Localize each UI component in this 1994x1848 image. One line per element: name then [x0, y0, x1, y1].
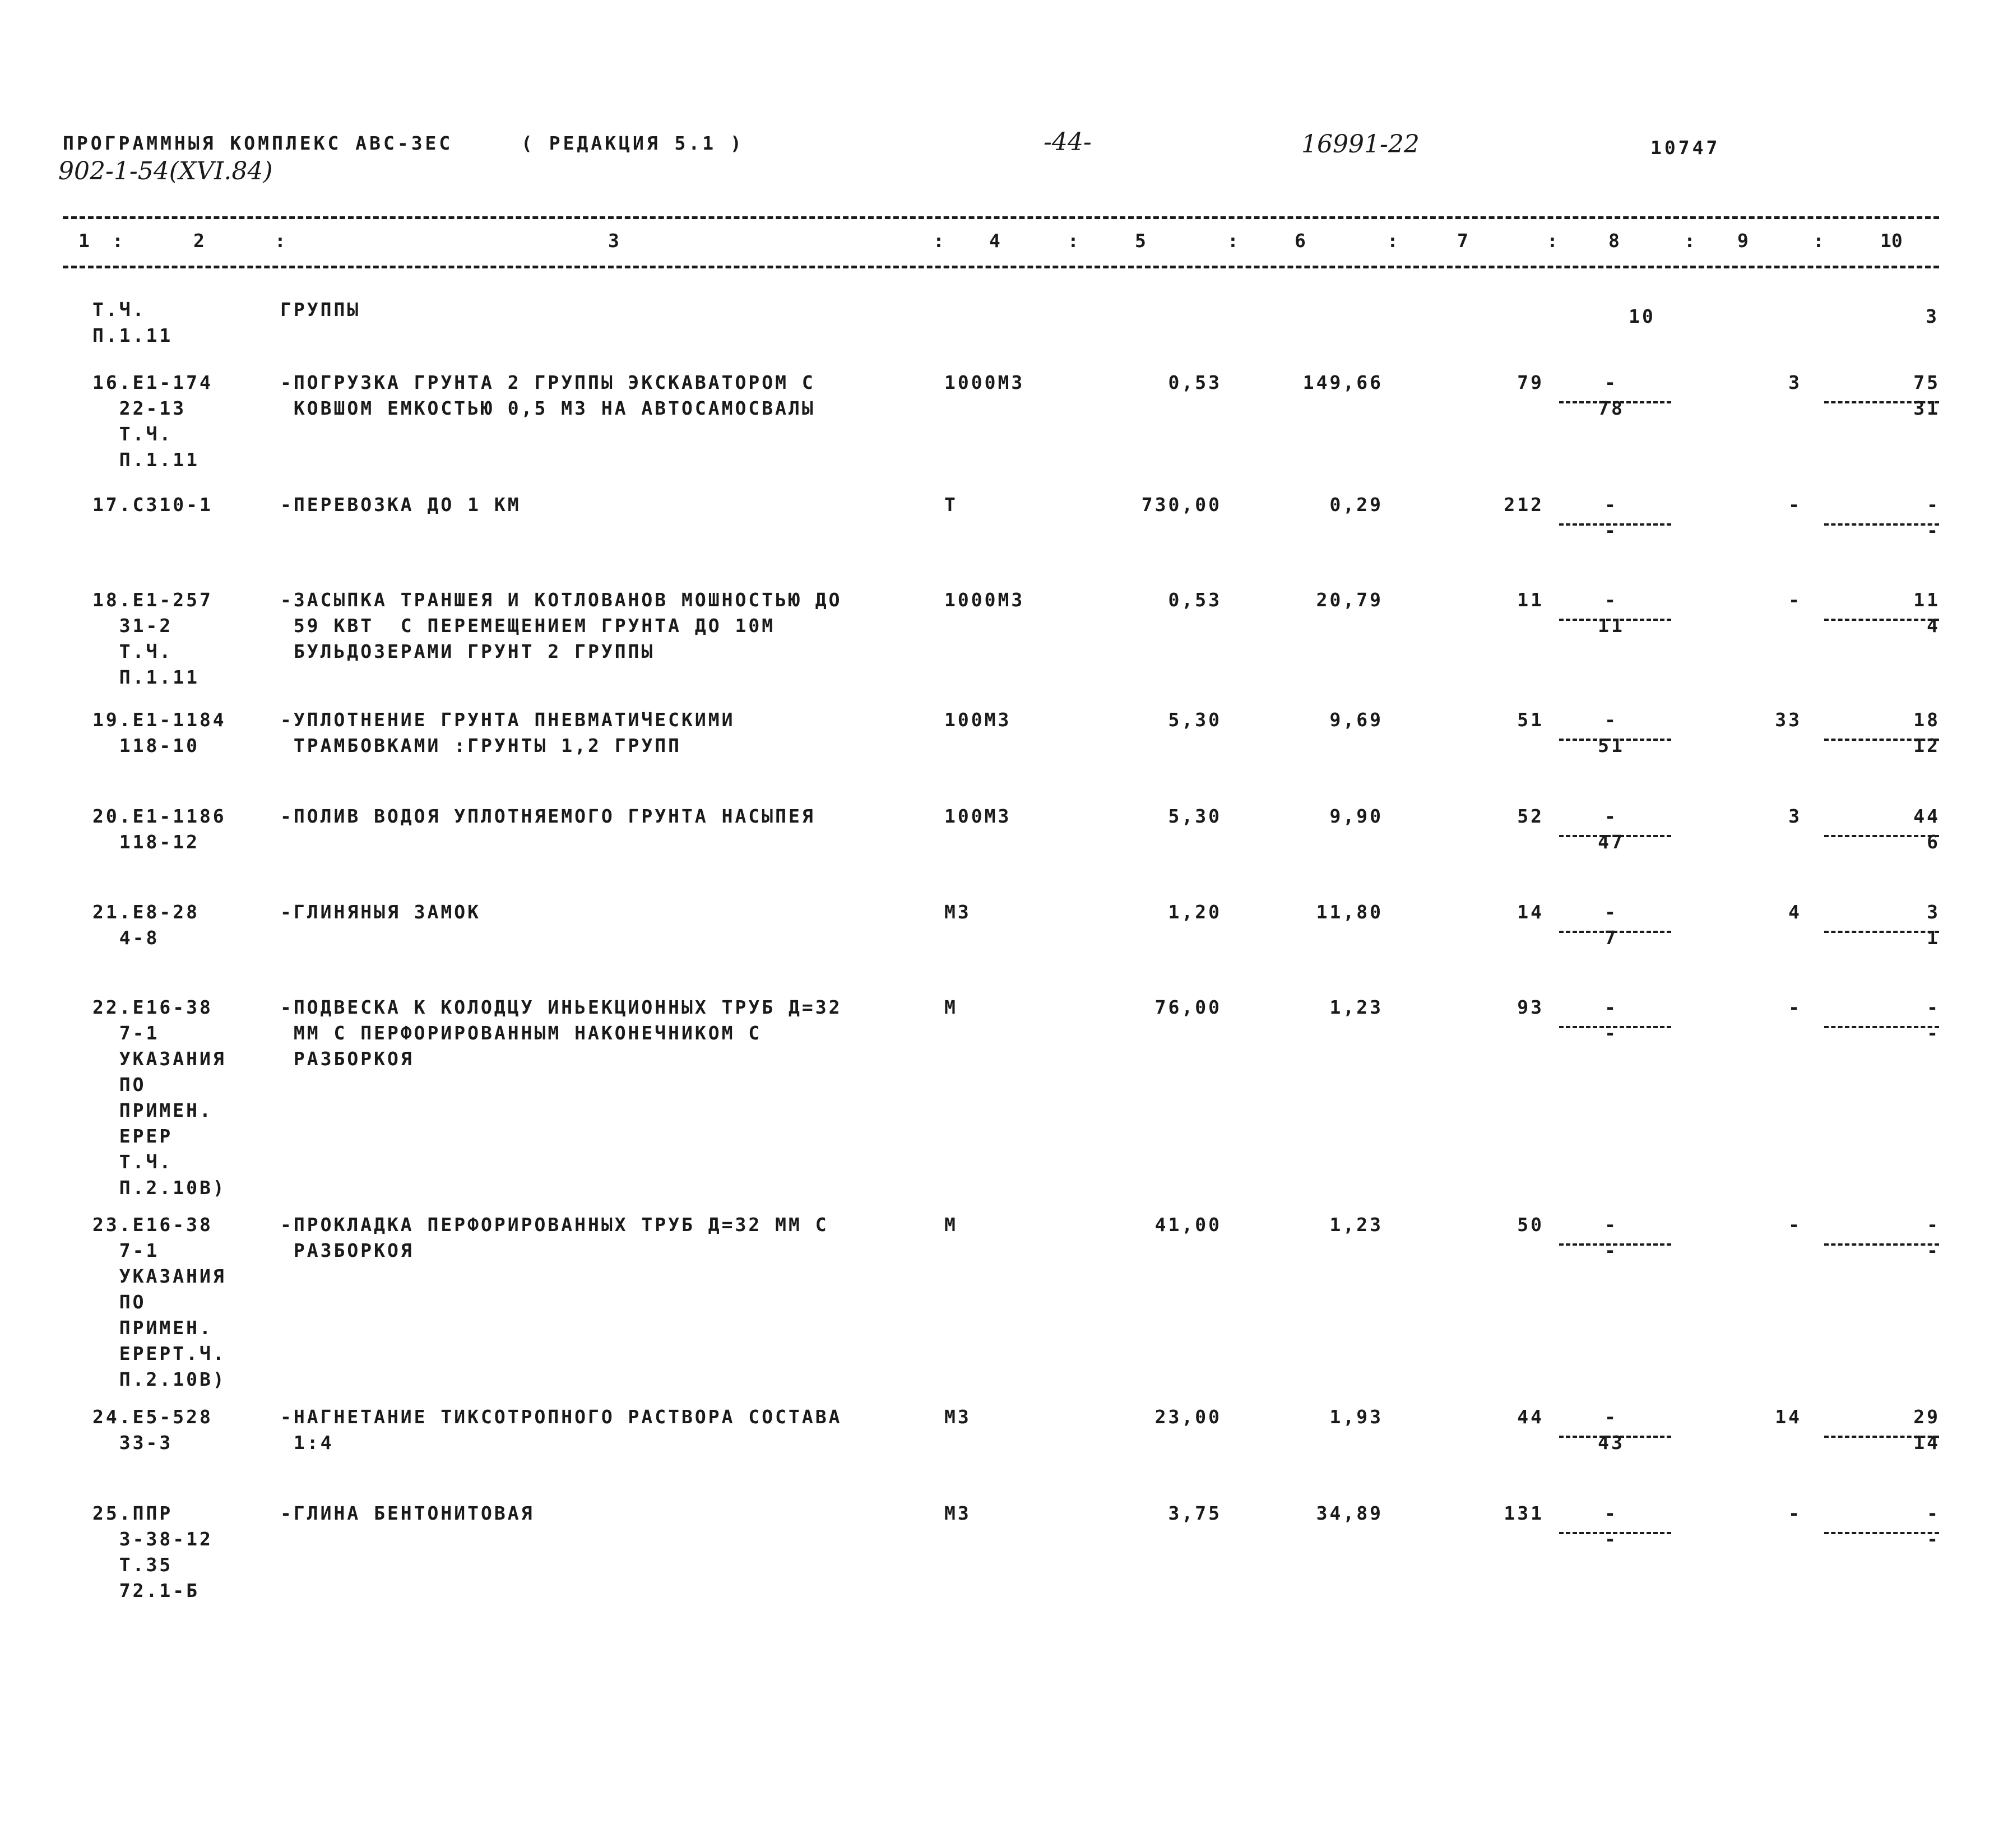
item-description: -ПОДВЕСКА К КОЛОДЦУ ИНЬЕКЦИОННЫХ ТРУБ Д=32 ММ С ПЕРФОРИРОВАННЫМ НАКОНЕЧНИКОМ С РАЗБОРКОЯ [280, 996, 842, 1070]
item-col9: 4 [1788, 901, 1802, 923]
item-unit: М3 [944, 1502, 971, 1524]
item-total: 50 [1517, 1214, 1544, 1236]
col10-top: 11 [1913, 589, 1940, 611]
item-description: -ПОЛИВ ВОДОЯ УПЛОТНЯЕМОГО ГРУНТА НАСЫПЕЯ [280, 805, 815, 827]
col8-bottom: 78 [1598, 397, 1625, 419]
col8-bottom: 11 [1598, 615, 1625, 637]
item-col9: - [1788, 1502, 1802, 1524]
col8-value: 10 [1629, 305, 1656, 327]
col8-top: - [1605, 372, 1618, 393]
col8-top: - [1605, 901, 1618, 923]
page-number: -44- [1044, 128, 1092, 156]
column-separator: : [1813, 230, 1824, 252]
item-total: 14 [1517, 901, 1544, 923]
header-rule-bottom [63, 266, 1939, 268]
col10-bottom: 4 [1927, 615, 1940, 637]
item-unit-price: 1,23 [1329, 996, 1383, 1018]
column-number-8: 8 [1608, 230, 1620, 252]
item-quantity: 41,00 [1154, 1214, 1222, 1236]
col10-bottom: 31 [1913, 397, 1940, 419]
column-separator: : [1547, 230, 1558, 252]
item-quantity: 730,00 [1141, 494, 1222, 516]
item-code: 23.Е16-38 7-1 УКАЗАНИЯ ПО ПРИМЕН. ЕРЕРТ.Ч. П.2.10В) [92, 1214, 226, 1390]
item-description: -ЗАСЫПКА ТРАНШЕЯ И КОТЛОВАНОВ МОШНОСТЬЮ ДО 59 КВТ С ПЕРЕМЕЩЕНИЕМ ГРУНТА ДО 10М БУЛЬДОЗЕРАМИ ГРУНТ 2 ГРУППЫ [280, 589, 842, 662]
project-code: 902-1-54(XVI.84) [58, 157, 273, 185]
item-unit: 100М3 [944, 709, 1012, 731]
col8-top: - [1605, 494, 1618, 516]
item-col9: 3 [1788, 372, 1802, 393]
column-number-5: 5 [1135, 230, 1146, 252]
item-code: 22.Е16-38 7-1 УКАЗАНИЯ ПО ПРИМЕН. ЕРЕР Т.Ч. П.2.10В) [92, 996, 226, 1199]
col10-top: - [1927, 1214, 1940, 1236]
item-quantity: 3,75 [1168, 1502, 1222, 1524]
item-col9: - [1788, 494, 1802, 516]
item-col9: - [1788, 589, 1802, 611]
col10-top: 29 [1913, 1406, 1940, 1428]
col10-bottom: - [1927, 519, 1940, 541]
col8-bottom: 7 [1605, 927, 1618, 949]
col10-bottom: - [1927, 1022, 1940, 1044]
column-number-9: 9 [1737, 230, 1749, 252]
item-code: 18.Е1-257 31-2 Т.Ч. П.1.11 [92, 589, 213, 688]
item-total: 79 [1517, 372, 1544, 393]
col8-top: - [1605, 1406, 1618, 1428]
col8-bottom: - [1605, 1022, 1618, 1044]
col8-top: - [1605, 1502, 1618, 1524]
item-total: 212 [1504, 494, 1544, 516]
item-description: -ПЕРЕВОЗКА ДО 1 КМ [280, 494, 521, 516]
item-quantity: 0,53 [1168, 589, 1222, 611]
sheet-number: 10747 [1650, 137, 1721, 159]
col8-top: - [1605, 709, 1618, 731]
col8-top: - [1605, 589, 1618, 611]
col8-top: - [1605, 996, 1618, 1018]
column-separator: : [1227, 230, 1239, 252]
col10-top: - [1927, 494, 1940, 516]
item-unit: 100М3 [944, 805, 1012, 827]
item-col9: 14 [1775, 1406, 1802, 1428]
item-code: 25.ППР 3-38-12 Т.35 72.1-Б [92, 1502, 213, 1601]
col10-bottom: - [1927, 1239, 1940, 1261]
column-number-4: 4 [989, 230, 1000, 252]
item-unit: Т [944, 494, 958, 516]
column-separator: : [1684, 230, 1695, 252]
item-unit-price: 20,79 [1316, 589, 1383, 611]
item-unit-price: 149,66 [1302, 372, 1383, 393]
item-description: -ГЛИНЯНЫЯ ЗАМОК [280, 901, 481, 923]
item-description: -УПЛОТНЕНИЕ ГРУНТА ПНЕВМАТИЧЕСКИМИ ТРАМБОВКАМИ :ГРУНТЫ 1,2 ГРУПП [280, 709, 735, 756]
column-separator: : [1068, 230, 1079, 252]
column-separator: : [112, 230, 123, 252]
item-description: -НАГНЕТАНИЕ ТИКСОТРОПНОГО РАСТВОРА СОСТАВА 1:4 [280, 1406, 842, 1454]
item-code: 16.Е1-174 22-13 Т.Ч. П.1.11 [92, 372, 213, 471]
col10-bottom: 1 [1927, 927, 1940, 949]
col8-bottom: - [1605, 519, 1618, 541]
item-quantity: 5,30 [1168, 805, 1222, 827]
col10-bottom: 12 [1913, 735, 1940, 756]
item-unit-price: 9,90 [1329, 805, 1383, 827]
document-code: 16991-22 [1301, 130, 1420, 159]
col10-bottom: 14 [1913, 1432, 1940, 1454]
item-unit: М3 [944, 901, 971, 923]
item-total: 131 [1504, 1502, 1544, 1524]
item-col9: 3 [1788, 805, 1802, 827]
item-description: -ПРОКЛАДКА ПЕРФОРИРОВАННЫХ ТРУБ Д=32 ММ С РАЗБОРКОЯ [280, 1214, 829, 1261]
col10-top: 3 [1927, 901, 1940, 923]
col10-top: 18 [1913, 709, 1940, 731]
col10-bottom: - [1927, 1528, 1940, 1550]
item-quantity: 0,53 [1168, 372, 1222, 393]
item-total: 11 [1517, 589, 1544, 611]
column-number-6: 6 [1295, 230, 1306, 252]
col8-bottom: - [1605, 1239, 1618, 1261]
item-total: 44 [1517, 1406, 1544, 1428]
item-unit: М [944, 996, 958, 1018]
item-quantity: 5,30 [1168, 709, 1222, 731]
item-unit-price: 1,23 [1329, 1214, 1383, 1236]
col8-top: - [1605, 1214, 1618, 1236]
item-unit-price: 9,69 [1329, 709, 1383, 731]
item-col9: - [1788, 996, 1802, 1018]
col10-top: - [1927, 996, 1940, 1018]
item-quantity: 23,00 [1154, 1406, 1222, 1428]
item-total: 93 [1517, 996, 1544, 1018]
col8-top: - [1605, 805, 1618, 827]
column-separator: : [933, 230, 944, 252]
item-unit-price: 11,80 [1316, 901, 1383, 923]
item-col9: - [1788, 1214, 1802, 1236]
item-description: -ГЛИНА БЕНТОНИТОВАЯ [280, 1502, 535, 1524]
item-unit: М [944, 1214, 958, 1236]
column-number-1: 1 [78, 230, 90, 252]
item-code: 21.Е8-28 4-8 [92, 901, 200, 949]
column-number-10: 10 [1880, 230, 1903, 252]
item-unit: М3 [944, 1406, 971, 1428]
col8-bottom: - [1605, 1528, 1618, 1550]
item-description: ГРУППЫ [280, 299, 361, 321]
col10-top: - [1927, 1502, 1940, 1524]
item-unit-price: 1,93 [1329, 1406, 1383, 1428]
item-code: 19.Е1-1184 118-10 [92, 709, 226, 756]
item-code: Т.Ч. П.1.11 [92, 299, 173, 346]
item-col9: 33 [1775, 709, 1802, 731]
column-separator: : [275, 230, 286, 252]
col10-top: 44 [1913, 805, 1940, 827]
col10-bottom: 6 [1927, 831, 1940, 853]
item-total: 51 [1517, 709, 1544, 731]
item-unit-price: 34,89 [1316, 1502, 1383, 1524]
item-unit: 1000М3 [944, 372, 1025, 393]
header-rule-top [63, 216, 1939, 219]
col8-bottom: 51 [1598, 735, 1625, 756]
item-unit-price: 0,29 [1329, 494, 1383, 516]
col10-value: 3 [1926, 305, 1939, 327]
item-description: -ПОГРУЗКА ГРУНТА 2 ГРУППЫ ЭКСКАВАТОРОМ С КОВШОМ ЕМКОСТЬЮ 0,5 М3 НА АВТОСАМОСВАЛЫ [280, 372, 815, 419]
column-separator: : [1387, 230, 1398, 252]
column-number-3: 3 [608, 230, 619, 252]
col10-top: 75 [1913, 372, 1940, 393]
col8-bottom: 43 [1598, 1432, 1625, 1454]
item-total: 52 [1517, 805, 1544, 827]
item-unit: 1000М3 [944, 589, 1025, 611]
item-quantity: 1,20 [1168, 901, 1222, 923]
column-number-7: 7 [1457, 230, 1468, 252]
item-quantity: 76,00 [1154, 996, 1222, 1018]
col8-bottom: 47 [1598, 831, 1625, 853]
item-code: 24.Е5-528 33-3 [92, 1406, 213, 1454]
column-number-2: 2 [193, 230, 205, 252]
item-code: 17.С310-1 [92, 494, 213, 516]
program-title: ПРОГРАММНЫЯ КОМПЛЕКС АВС-ЗЕС [63, 132, 453, 154]
item-code: 20.Е1-1186 118-12 [92, 805, 226, 853]
edition-label: ( РЕДАКЦИЯ 5.1 ) [521, 132, 744, 154]
